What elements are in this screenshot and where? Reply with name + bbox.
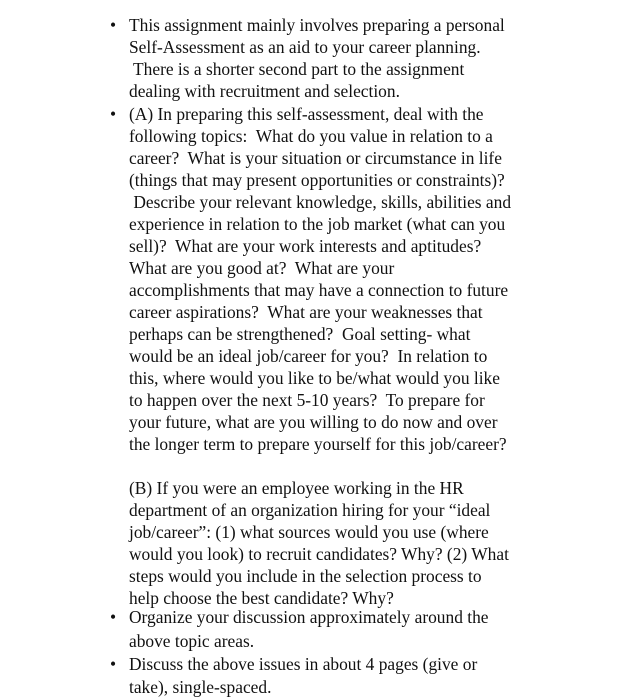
text-line: Describe your relevant knowledge, skills, abilities and xyxy=(129,192,512,212)
bullet-point: • xyxy=(110,654,117,674)
text-line: What are you good at? What are your xyxy=(129,258,395,278)
text-line: accomplishments that may have a connection to future xyxy=(129,280,509,300)
text-line: dealing with recruitment and selection. xyxy=(129,81,400,101)
text-line: would be an ideal job/career for you? In relation to xyxy=(129,346,488,366)
bullet-point: • xyxy=(110,15,117,35)
text-line: to happen over the next 5-10 years? To prepare for xyxy=(129,390,485,410)
text-line: This assignment mainly involves preparing a personal xyxy=(129,15,505,35)
text-line: would you look) to recruit candidates? Why? (2) What xyxy=(129,544,509,564)
text-line: above topic areas. xyxy=(129,631,255,651)
text-line: Organize your discussion approximately around the xyxy=(129,607,489,627)
text-line: Discuss the above issues in about 4 pages (give or xyxy=(129,654,478,674)
text-line: career? What is your situation or circumstance in life xyxy=(129,148,502,168)
bullet-point: • xyxy=(110,607,117,627)
text-line: steps would you include in the selection process to xyxy=(129,566,482,586)
text-line: following topics: What do you value in relation to a xyxy=(129,126,493,146)
text-line: the longer term to prepare yourself for this job/career? xyxy=(129,434,507,454)
text-line: Self-Assessment as an aid to your career planning. xyxy=(129,37,481,57)
text-line: There is a shorter second part to the assignment xyxy=(129,59,465,79)
text-line: help choose the best candidate? Why? xyxy=(129,588,394,608)
bullet-point: • xyxy=(110,104,117,124)
text-line: this, where would you like to be/what would you like xyxy=(129,368,500,388)
text-line: (things that may present opportunities or constraints)? xyxy=(129,170,505,190)
text-line: take), single-spaced. xyxy=(129,677,272,697)
text-line: (A) In preparing this self-assessment, deal with the xyxy=(129,104,484,124)
text-line: perhaps can be strengthened? Goal setting- what xyxy=(129,324,471,344)
text-line: (B) If you were an employee working in the HR xyxy=(129,478,464,498)
text-line: your future, what are you willing to do now and over xyxy=(129,412,498,432)
text-line: career aspirations? What are your weaknesses that xyxy=(129,302,483,322)
text-line: experience in relation to the job market (what can you xyxy=(129,214,506,234)
text-line: department of an organization hiring for your “ideal xyxy=(129,500,491,520)
text-line: job/career”: (1) what sources would you use (where xyxy=(129,522,489,542)
text-line: sell)? What are your work interests and aptitudes? xyxy=(129,236,482,256)
